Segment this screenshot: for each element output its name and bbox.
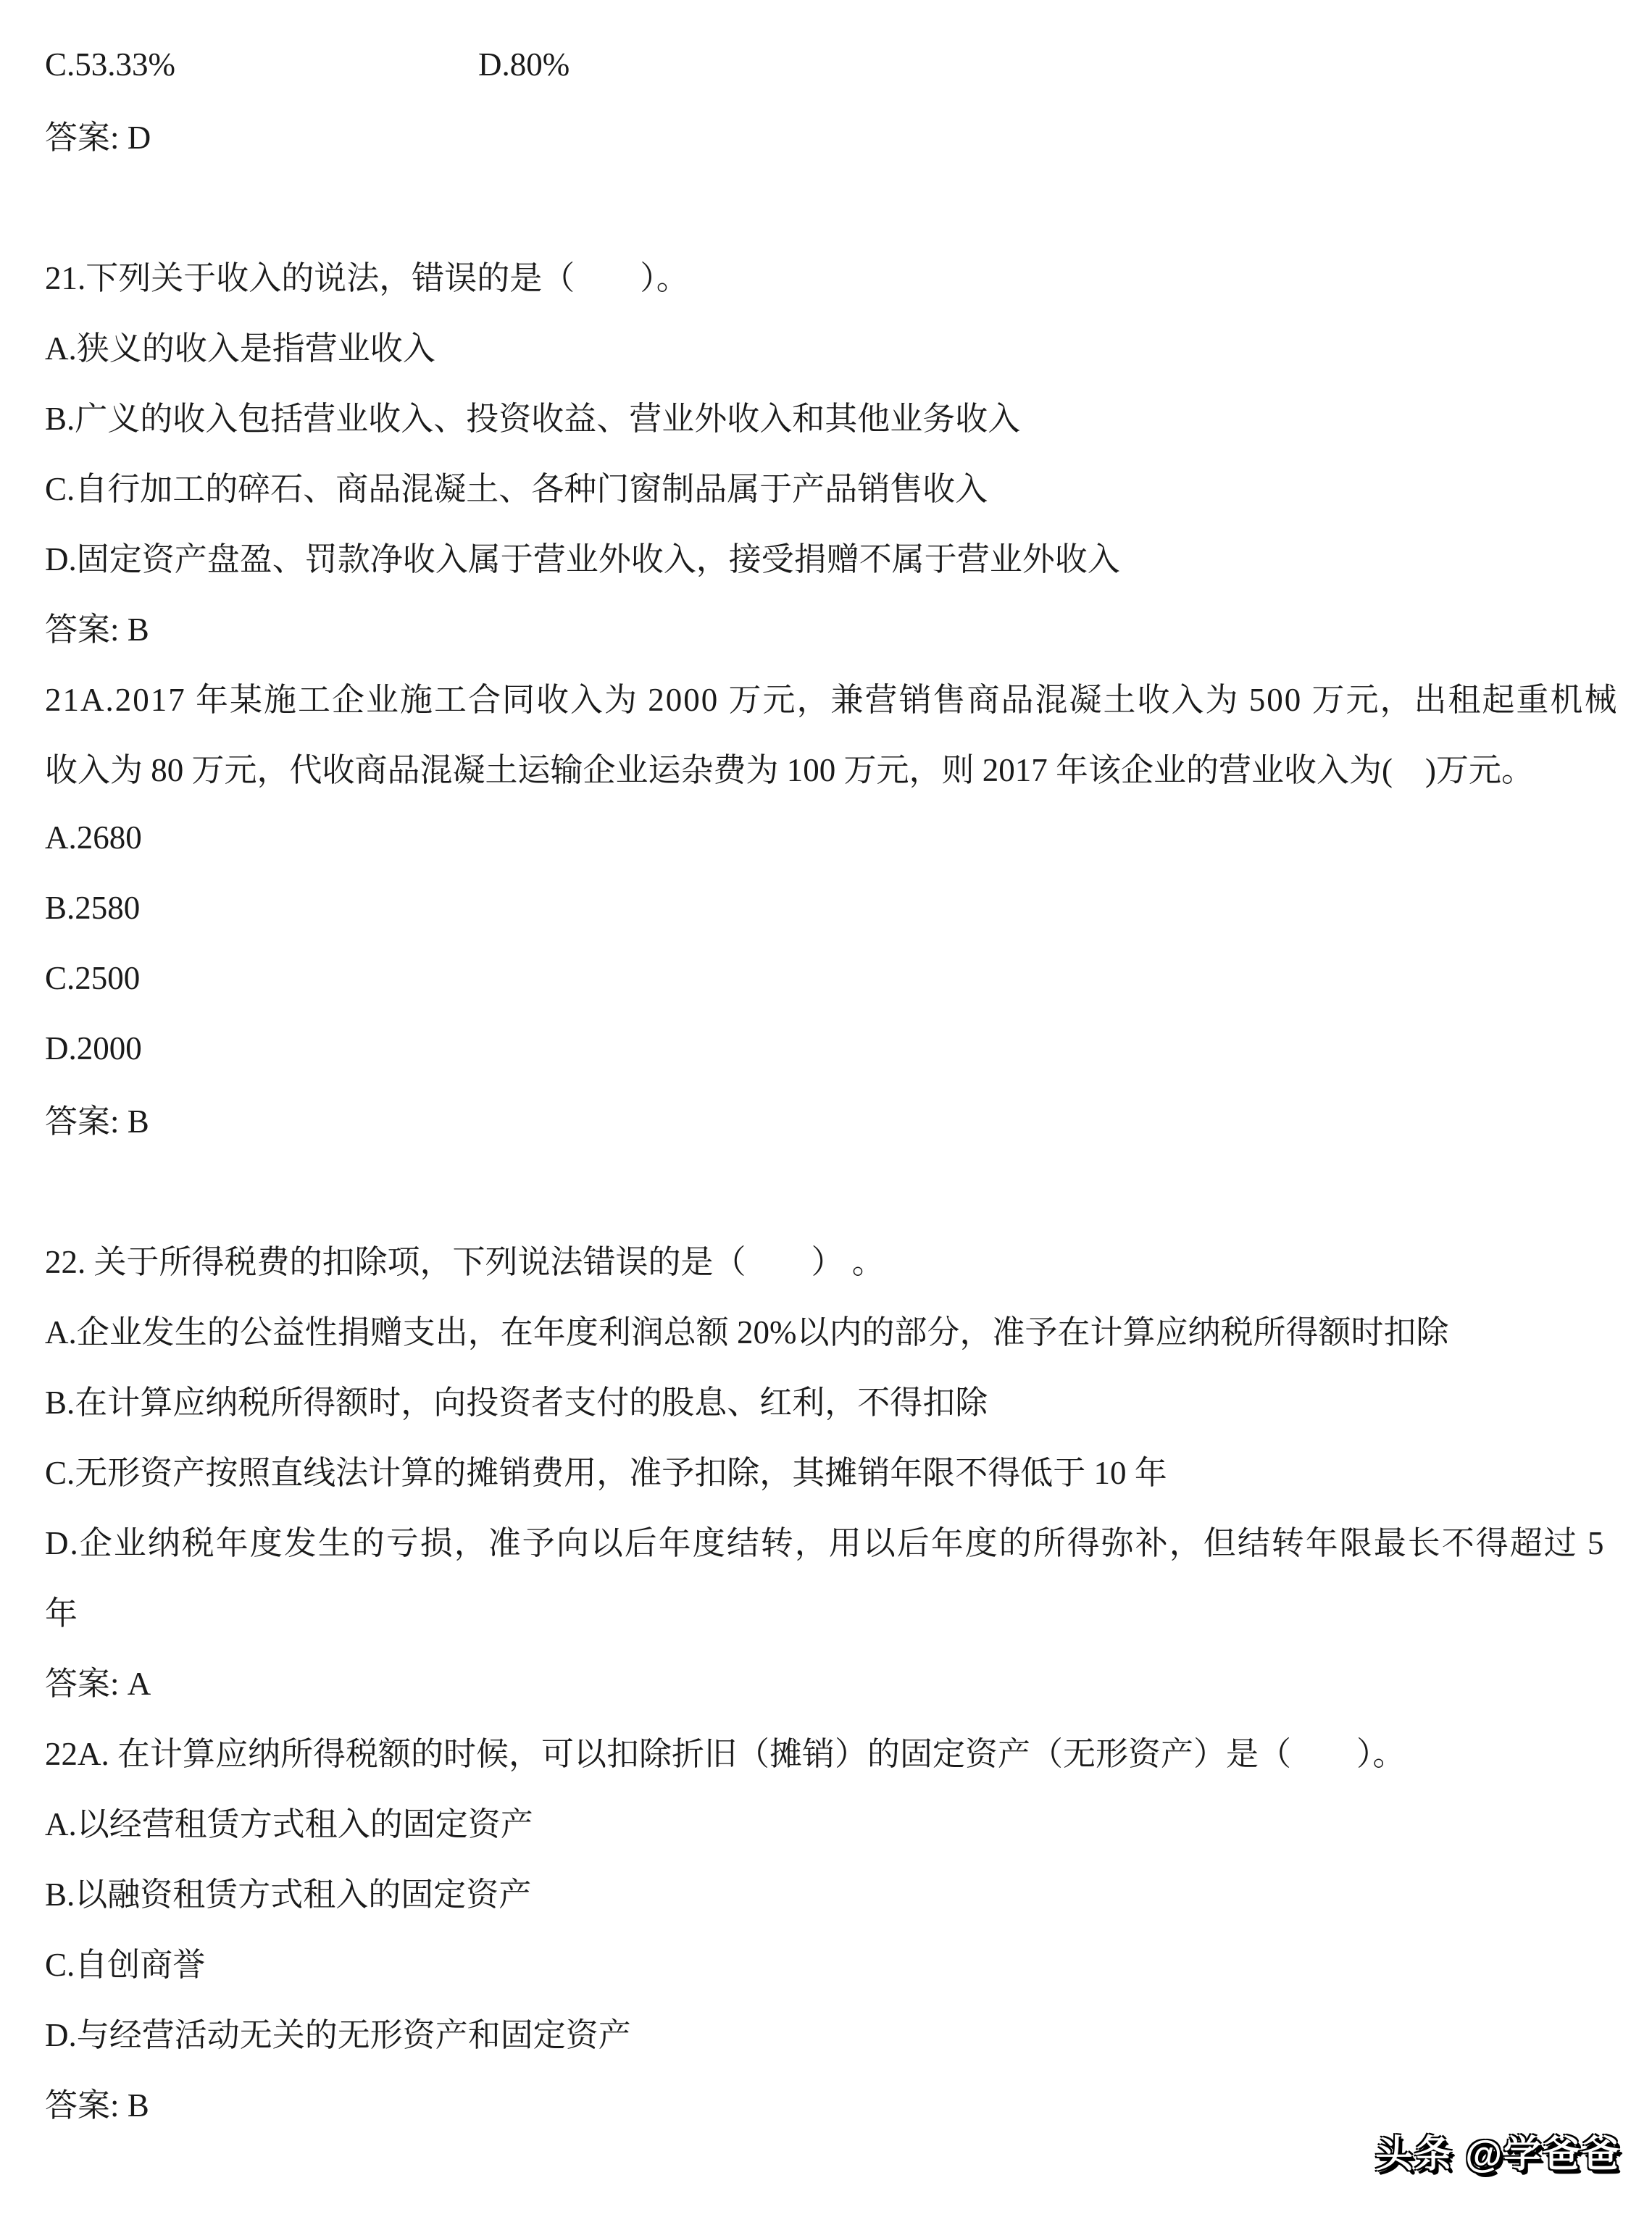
answer-line: 答案: B (45, 1103, 149, 1140)
option-line: C.无形资产按照直线法计算的摊销费用，准予扣除，其摊销年限不得低于 10 年 (45, 1455, 1167, 1491)
option-line: A.2680 (45, 819, 142, 856)
answer-line: 答案: A (45, 1666, 151, 1702)
option-line: D.与经营活动无关的无形资产和固定资产 (45, 2017, 631, 2053)
option-line: A.狭义的收入是指营业收入 (45, 330, 435, 367)
watermark: 头条 @学爸爸 (1374, 2134, 1621, 2176)
option-line: B.2580 (45, 889, 141, 926)
question-stem-line: 22. 关于所得税费的扣除项，下列说法错误的是（ ） 。 (45, 1244, 885, 1280)
option-line: 年 (45, 1595, 78, 1632)
option-line: C.自行加工的碎石、商品混凝土、各种门窗制品属于产品销售收入 (45, 471, 988, 507)
document-body (45, 29, 1619, 2137)
option-line: B.广义的收入包括营业收入、投资收益、营业外收入和其他业务收入 (45, 401, 1021, 437)
option-line: B.以融资租赁方式租入的固定资产 (45, 1876, 532, 1913)
option-line: D.2000 (45, 1030, 142, 1066)
option-line: B.在计算应纳税所得额时，向投资者支付的股息、红利，不得扣除 (45, 1385, 988, 1421)
question-stem-line: 22A. 在计算应纳所得税额的时候，可以扣除折旧（摊销）的固定资产（无形资产）是（ ）。 (45, 1736, 1406, 1772)
option-row (45, 29, 1606, 99)
option-line: C.自创商誉 (45, 1947, 206, 1983)
option: C.53.33% (45, 46, 175, 83)
answer-line: 答案: B (45, 2087, 149, 2124)
option-line: D.固定资产盘盈、罚款净收入属于营业外收入，接受捐赠不属于营业外收入 (45, 541, 1120, 577)
answer-line: 答案: B (45, 611, 149, 648)
question-stem-line: 21.下列关于收入的说法，错误的是（ ）。 (45, 260, 689, 296)
option-line: A.以经营租赁方式租入的固定资产 (45, 1806, 533, 1842)
option-line: C.2500 (45, 959, 141, 996)
option-line: A.企业发生的公益性捐赠支出，在年度利润总额 20%以内的部分，准予在计算应纳税所得额时扣除 (45, 1314, 1449, 1350)
answer-line: 答案: D (45, 120, 151, 156)
question-stem-line: 收入为 80 万元，代收商品混凝土运输企业运杂费为 100 万元，则 2017 年该企业的营业收入为( )万元。 (45, 752, 1534, 788)
question-stem-line: 21A.2017 年某施工企业施工合同收入为 2000 万元，兼营销售商品混凝土收入为 500 万元，出租起重机械 (45, 682, 1619, 718)
option-line: D.企业纳税年度发生的亏损，准予向以后年度结转，用以后年度的所得弥补，但结转年限最长不得超过 5 (45, 1525, 1606, 1561)
option: D.80% (478, 46, 570, 83)
